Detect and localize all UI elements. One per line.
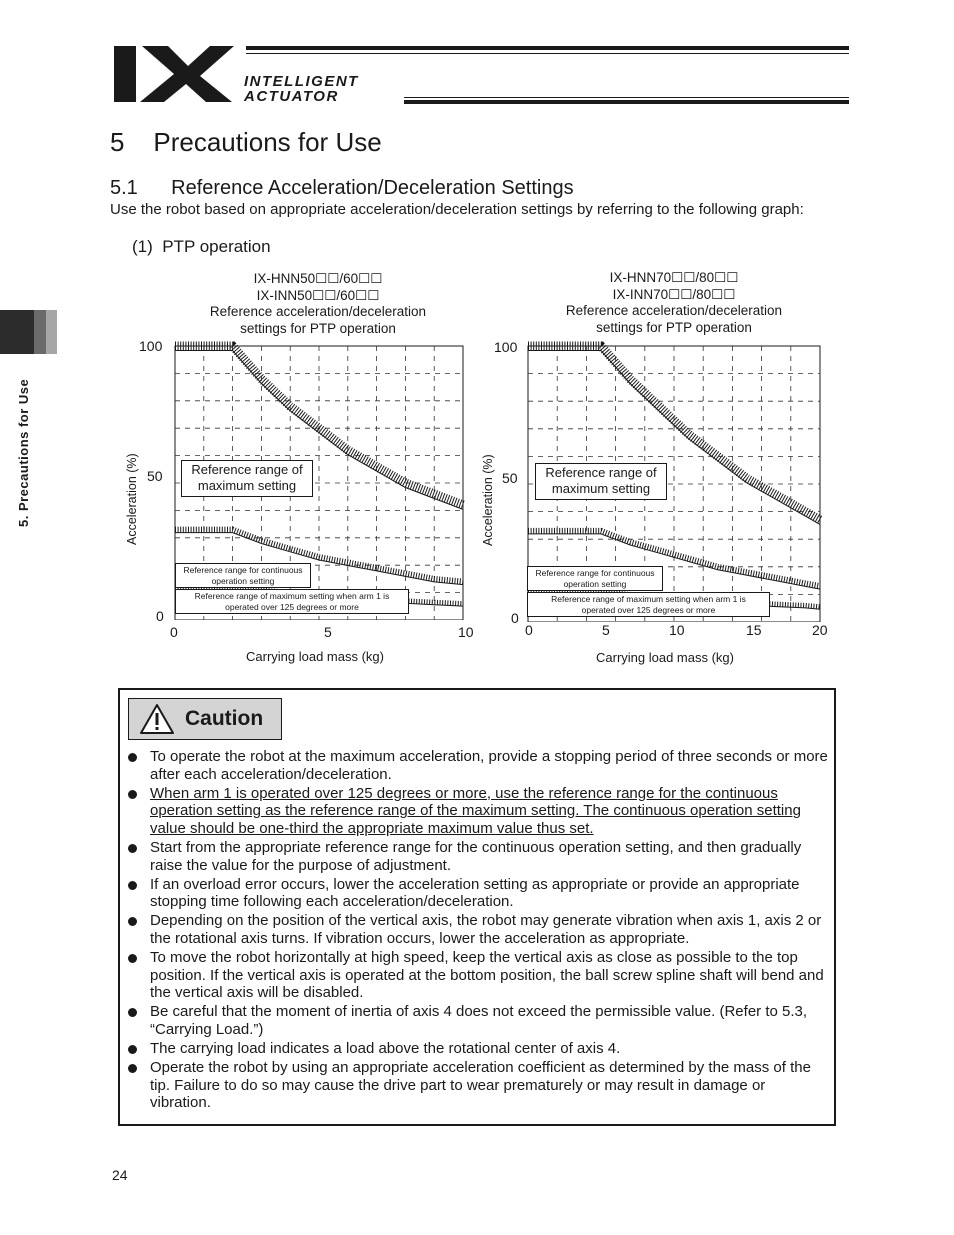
side-tab-marker-light xyxy=(46,310,57,354)
side-tab-marker-mid xyxy=(34,310,46,354)
side-tab-marker xyxy=(0,310,34,354)
caution-item-text: To move the robot horizontally at high speed, keep the vertical axis as close as possible to the top position. If the vertical axis is operated at the bottom position, the ball screw spline shaft will bend and the vertical axis will be disabled. xyxy=(150,949,824,1002)
chart-1-max-box-line: maximum setting xyxy=(197,478,297,493)
chart-2-arm-range-box xyxy=(527,592,770,617)
chart-1-ylabel: Acceleration (%) xyxy=(125,453,139,545)
chart-1-max-box-line: Reference range of xyxy=(191,462,303,477)
caution-item-text: Start from the appropriate reference range for the continuous operation setting, and then gradually raise the value for the purpose of adjustment. xyxy=(150,838,802,874)
caution-header xyxy=(128,698,282,740)
bullet-icon xyxy=(128,881,137,890)
header-rule-bottom-thin xyxy=(404,97,849,98)
chart-2-ytick: 100 xyxy=(494,339,518,355)
bullet-icon xyxy=(128,790,137,799)
bullet-icon xyxy=(128,753,137,762)
caution-item-text: To operate the robot at the maximum acceleration, provide a stopping period of three seconds or more after each acceleration/deceleration. xyxy=(150,748,828,783)
chart-2-xtick: 10 xyxy=(669,622,685,638)
chart-1-ytick: 100 xyxy=(139,338,163,354)
chart-1-arm-box-line: Reference range of maximum setting when arm 1 is xyxy=(194,591,390,601)
caution-item-text: Depending on the position of the vertical axis, the robot may generate vibration when axis 1, axis 2 or the rotational axis turns. If vibration occurs, lower the acceleration as appropriate. xyxy=(150,912,822,947)
chart-2-arm-box-line: operated over 125 degrees or more xyxy=(581,604,716,615)
header-rule-bottom-thick xyxy=(404,100,849,104)
chart-2-xtick: 0 xyxy=(525,622,533,638)
header-rule-top-thick xyxy=(246,46,849,50)
chart-2-title-line: settings for PTP operation xyxy=(596,319,752,335)
ix-logo-mark xyxy=(112,46,234,102)
bullet-icon xyxy=(128,1064,137,1073)
subsection-title: 5.1 Reference Acceleration/Deceleration Settings xyxy=(110,177,574,199)
caution-item xyxy=(128,949,830,1002)
chart-2-title xyxy=(524,270,824,336)
caution-title: Caution xyxy=(185,707,264,730)
caution-item-text: Operate the robot by using an appropriate acceleration coefficient as determined by the mass of the tip. Failure to do so may cause the drive part to wear prematurely or may result in damage or vibration. xyxy=(150,1059,811,1112)
chart-2-ylabel: Acceleration (%) xyxy=(481,454,495,546)
chart-2-continuous-range-box xyxy=(527,566,663,591)
chart-2-ytick: 0 xyxy=(511,610,519,626)
chart-2-xtick: 5 xyxy=(602,622,610,638)
bullet-icon xyxy=(128,1045,137,1054)
bullet-icon xyxy=(128,917,137,926)
chart-2-title-line: IX-HNN70☐☐/80☐☐ xyxy=(609,270,739,285)
intro-text: Use the robot based on appropriate acceleration/deceleration settings by referring to the following graph: xyxy=(110,201,804,218)
bullet-icon xyxy=(128,1008,137,1017)
caution-item xyxy=(128,748,830,783)
chart-1-xtick: 10 xyxy=(458,624,474,640)
chart-1-title-line: IX-INN50☐☐/60☐☐ xyxy=(256,287,380,303)
chart-2-max-box-line: Reference range of xyxy=(545,465,657,480)
caution-item-text: If an overload error occurs, lower the acceleration setting as appropriate or provide an appropriate stopping time following each acceleration/deceleration. xyxy=(150,875,800,911)
chart-1-arm-box-line: operated over 125 degrees or more xyxy=(225,601,359,612)
chart-1-xtick: 0 xyxy=(170,624,178,640)
caution-item xyxy=(128,785,830,838)
logo-line2: ACTUATOR xyxy=(244,88,339,105)
chart-2-title-line: Reference acceleration/deceleration xyxy=(565,303,783,318)
page-number: 24 xyxy=(112,1167,128,1183)
chart-2-xtick: 15 xyxy=(746,622,762,638)
caution-item xyxy=(128,912,830,947)
caution-list xyxy=(128,748,830,1113)
chart-2-xtick: 20 xyxy=(812,622,828,638)
caution-item xyxy=(128,1040,830,1058)
logo-line1: INTELLIGENT xyxy=(244,73,359,90)
chart-1-xlabel: Carrying load mass (kg) xyxy=(246,649,384,664)
caution-item-text: The carrying load indicates a load above the rotational center of axis 4. xyxy=(150,1040,621,1057)
chart-1-title-line: settings for PTP operation xyxy=(240,320,396,336)
header-rule-top-thin xyxy=(246,53,849,54)
chart-2-arm-box-line: Reference range of maximum setting when arm 1 is xyxy=(551,594,746,604)
chart-1-title-line: IX-HNN50☐☐/60☐☐ xyxy=(253,271,383,286)
chart-1-max-range-box xyxy=(181,460,313,497)
chart-2-xlabel: Carrying load mass (kg) xyxy=(596,650,734,665)
side-tab-label: 5. Precautions for Use xyxy=(16,378,31,527)
caution-item-text: Be careful that the moment of inertia of axis 4 does not exceed the permissible value. (Refer to 5.3, “Carrying Load.”) xyxy=(150,1003,808,1038)
caution-item-text: When arm 1 is operated over 125 degrees or more, use the reference range for the continuous operation setting as the reference range of the maximum setting. The continuous operation setting value should be one-third the appropriate maximum value thus set. xyxy=(150,784,801,837)
chart-1-ytick: 50 xyxy=(147,468,163,484)
chart-1-cont-box-line: Reference range for continuous xyxy=(183,565,303,575)
chart-2-max-box-line: maximum setting xyxy=(551,481,651,496)
caution-item xyxy=(128,1003,830,1038)
chart-2-cont-box-line: Reference range for continuous xyxy=(535,568,655,578)
chart-1-continuous-range-box xyxy=(175,563,311,588)
chart-1-arm-range-box xyxy=(175,589,409,614)
warning-triangle-icon xyxy=(139,703,175,735)
chart-2-max-range-box xyxy=(535,463,667,500)
chart-1-cont-box-line: operation setting xyxy=(211,575,275,586)
chart-1-title xyxy=(168,271,468,337)
chart-1-xtick: 5 xyxy=(324,624,332,640)
caution-item xyxy=(128,839,830,874)
section-title: 5 Precautions for Use xyxy=(110,127,382,157)
chart-2-title-line: IX-INN70☐☐/80☐☐ xyxy=(612,286,736,302)
caution-item xyxy=(128,1059,830,1112)
chart-2-cont-box-line: operation setting xyxy=(563,578,627,589)
chart-2-ytick: 50 xyxy=(502,470,518,486)
logo-text xyxy=(244,74,359,104)
ptp-heading: (1) PTP operation xyxy=(132,237,271,256)
bullet-icon xyxy=(128,844,137,853)
chart-1-ytick: 0 xyxy=(156,608,164,624)
chart-1-title-line: Reference acceleration/deceleration xyxy=(209,304,427,319)
bullet-icon xyxy=(128,954,137,963)
caution-item xyxy=(128,876,830,911)
